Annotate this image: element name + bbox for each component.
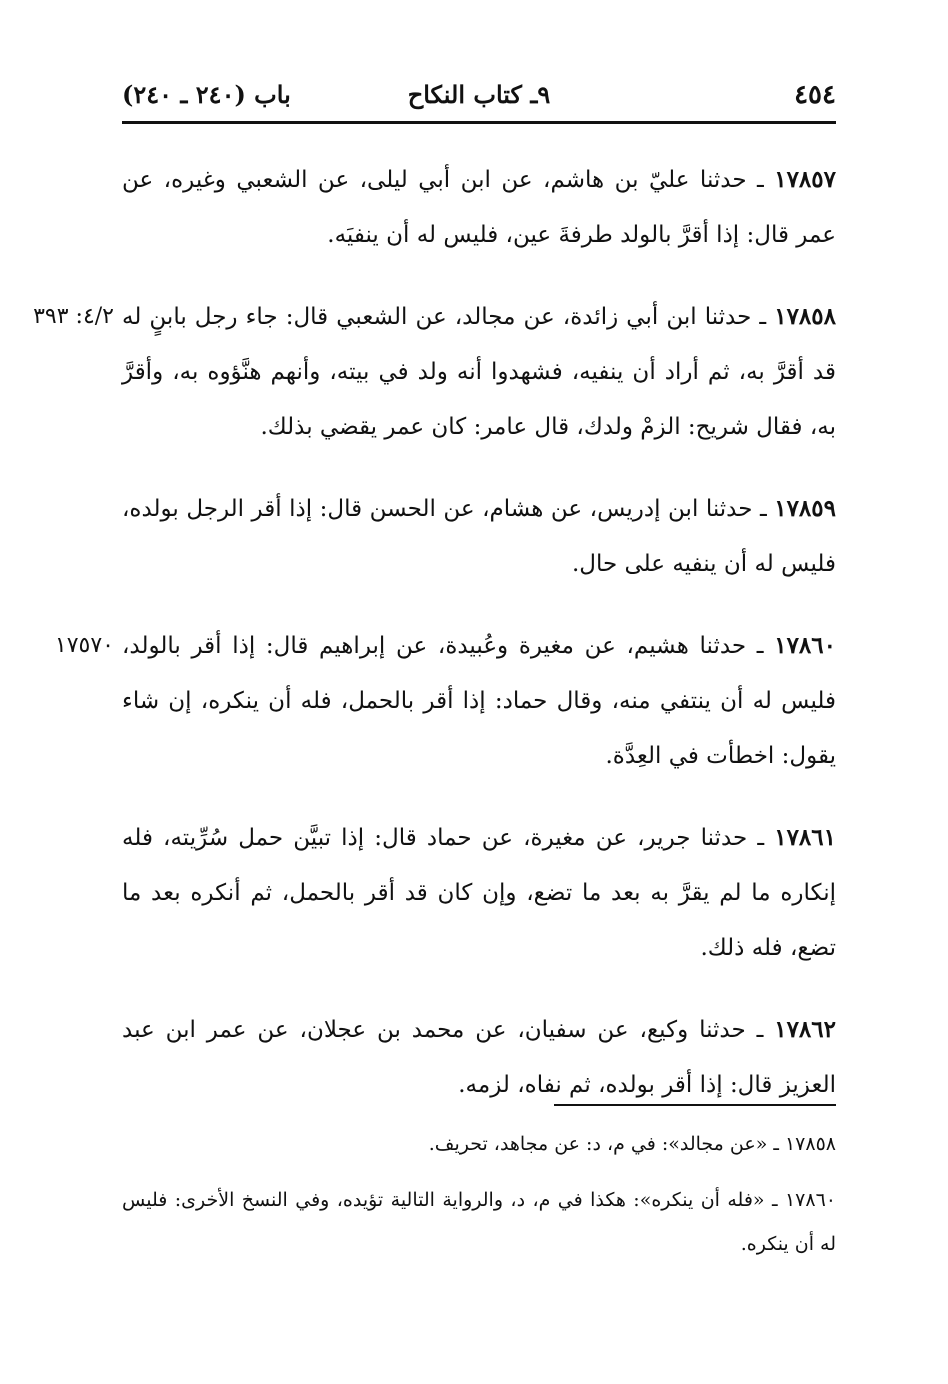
hadith-number: ١٧٨٦٠	[774, 632, 836, 659]
hadith-number: ١٧٨٥٧	[774, 166, 836, 193]
hadith-text: ـ حدثنا جرير، عن مغيرة، عن حماد قال: إذا تبيَّن حمل سُرِّيته، فله إنكاره ما لم يقرَّ به بعد ما تضع، وإن كان قد أقر بالحمل، ثم أنكره بعد ما تضع، فله ذلك.	[122, 825, 836, 961]
hadith-text: ـ حدثنا ابن إدريس، عن هشام، عن الحسن قال: إذا أقر الرجل بولده، فليس له أن ينفيه على حال.	[122, 496, 836, 577]
hadith-text: ـ حدثنا وكيع، عن سفيان، عن محمد بن عجلان، عن عمر ابن عبد العزيز قال: إذا أقر بولده، ثم نفاه، لزمه.	[122, 1017, 836, 1098]
footnote: ١٧٨٦٠ ـ «فله أن ينكره»: هكذا في م، د، والرواية التالية تؤيده، وفي النسخ الأخرى: فليس له أن ينكره.	[122, 1189, 836, 1255]
hadith-text: ـ حدثنا ابن أبي زائدة، عن مجالد، عن الشعبي قال: جاء رجل بابنٍ له قد أقرَّ به، ثم أراد أن ينفيه، فشهدوا أنه ولد في بيته، وأنهم هنَّؤوه به، وأقرَّ به، فقال شريح: الزمْ ولدك، قال عامر: كان عمر يقضي بذلك.	[122, 304, 836, 440]
book-title: ٩ـ كتاب النكاح	[407, 80, 551, 109]
hadith-text: ـ حدثنا هشيم، عن مغيرة وعُبيدة، عن إبراهيم قال: إذا أقر بالولد، فليس له أن ينتفي منه، وقال حماد: إذا أقر بالحمل، فله أن ينكره، إن شاء يقول: اخطأت في العِدَّة.	[122, 633, 836, 769]
hadith-number: ١٧٨٦١	[774, 824, 836, 851]
header-divider	[122, 121, 836, 124]
hadith-entry	[122, 481, 836, 592]
page-number: ٤٥٤	[794, 80, 836, 110]
hadith-number: ١٧٨٥٩	[774, 495, 836, 522]
hadith-entry	[33, 289, 836, 455]
footnote-divider	[554, 1104, 836, 1106]
margin-reference: ٤/٢: ٣٩٣	[33, 304, 114, 329]
hadith-entry	[54, 618, 836, 784]
hadith-entry	[122, 1002, 836, 1113]
hadith-number: ١٧٨٥٨	[774, 303, 836, 330]
hadith-text: ـ حدثنا عليّ بن هاشم، عن ابن أبي ليلى، عن الشعبي وغيره، عن عمر قال: إذا أقرَّ بالولد طرفةَ عين، فليس له أن ينفيَه.	[122, 167, 836, 248]
hadith-number: ١٧٨٦٢	[774, 1016, 836, 1043]
hadith-list	[33, 152, 836, 1139]
footnotes	[122, 1122, 836, 1278]
footnote: ١٧٨٥٨ ـ «عن مجالد»: في م، د: عن مجاهد، تحريف.	[428, 1133, 836, 1155]
hadith-entry	[122, 810, 836, 976]
margin-reference: ١٧٥٧٠	[54, 633, 114, 658]
page-header	[122, 74, 836, 122]
chapter-reference: باب (٢٤٠ ـ ٢٤٠)	[122, 80, 291, 109]
hadith-entry	[122, 152, 836, 263]
